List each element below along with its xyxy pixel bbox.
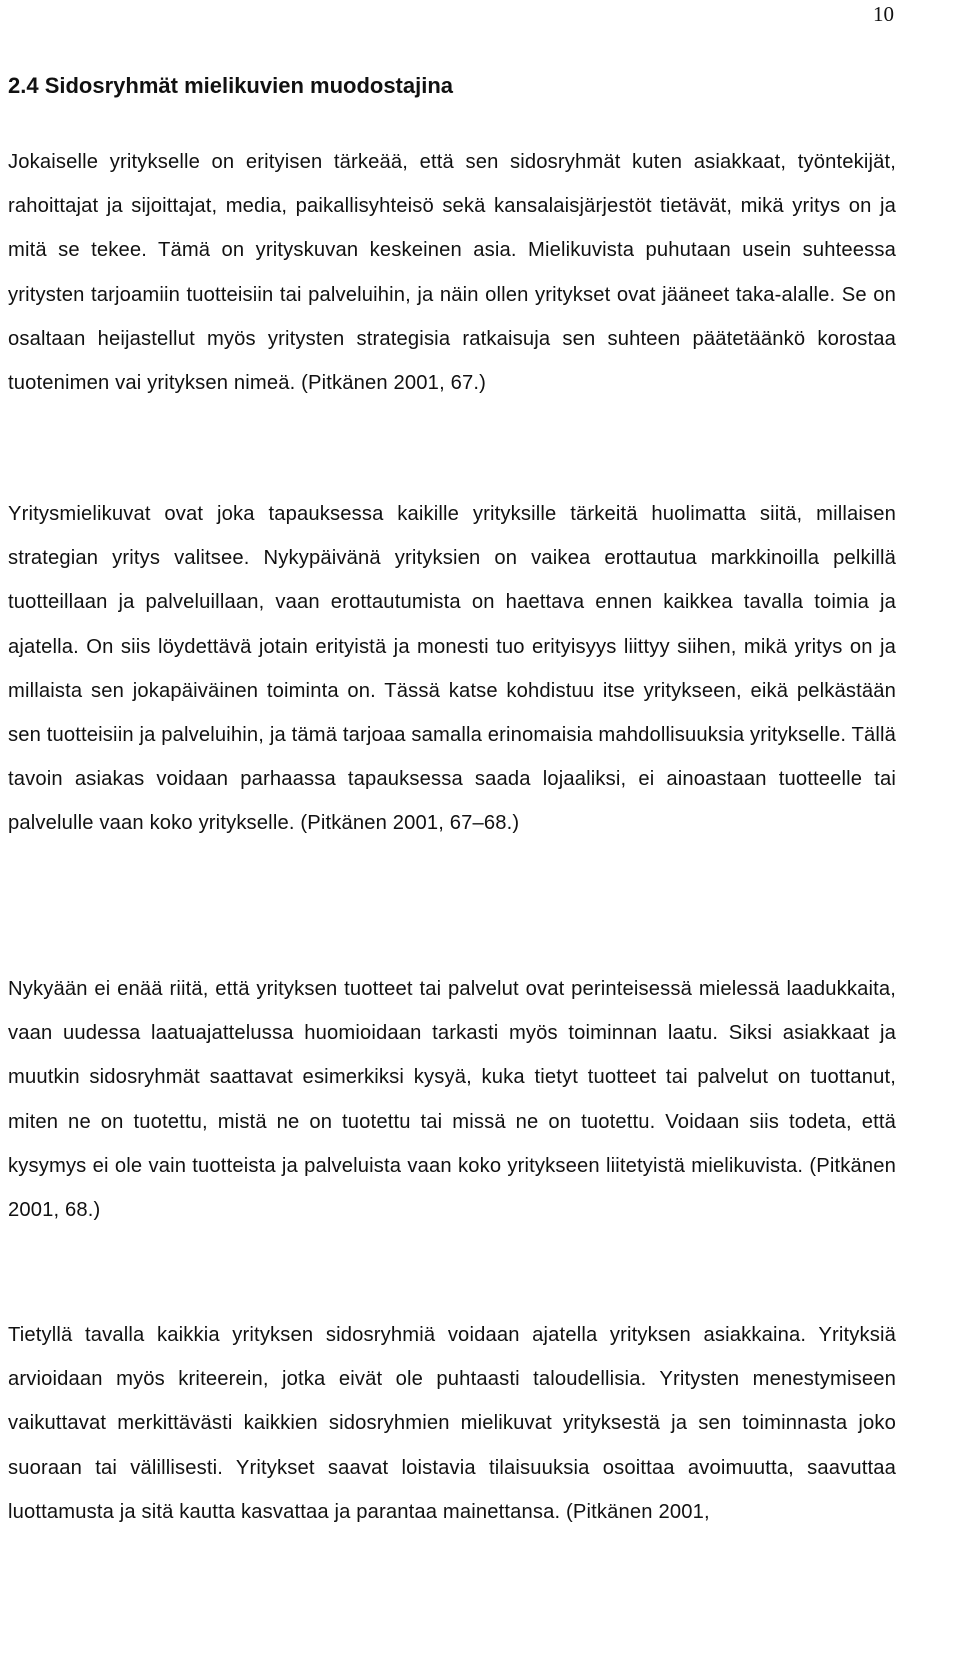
page-number: 10: [873, 2, 894, 26]
body-paragraph-3: Nykyään ei enää riitä, että yrityksen tuotteet tai palvelut ovat perinteisessä mielessä laadukkaita, vaan uudessa laatuajattelussa huomioidaan tarkasti myös toiminnan laatu. Siksi asiakkaat ja muutkin sidosryhmät saattavat esimerkiksi kysyä, kuka tietyt tuotteet tai palvelut on tuottanut, miten ne on tuotettu, mistä ne on tuotettu tai missä ne on tuotettu. Voidaan siis todeta, että kysymys ei ole vain tuotteista ja palveluista vaan koko yritykseen liitetyistä mielikuvista. (Pitkänen 2001, 68.): [8, 978, 896, 1222]
body-paragraph-1: Jokaiselle yritykselle on erityisen tärkeää, että sen sidosryhmät kuten asiakkaat, työntekijät, rahoittajat ja sijoittajat, media, paikallisyhteisö sekä kansalaisjärjestöt tietävät, mikä yritys on ja mitä se tekee. Tämä on yrityskuvan keskeinen asia. Mielikuvista puhutaan usein suhteessa yritysten tarjoamiin tuotteisiin tai palveluihin, ja näin ollen yritykset ovat jääneet taka-alalle. Se on osaltaan heijastellut myös yritysten strategisia ratkaisuja sen suhteen päätetäänkö korostaa tuotenimen vai yrityksen nimeä. (Pitkänen 2001, 67.): [8, 151, 896, 395]
section-heading: 2.4 Sidosryhmät mielikuvien muodostajina: [8, 73, 454, 98]
body-paragraph-4: Tietyllä tavalla kaikkia yrityksen sidosryhmiä voidaan ajatella yrityksen asiakkaina. Yrityksiä arvioidaan myös kriteerein, jotka eivät ole puhtaasti taloudellisia. Yritysten menestymiseen vaikuttavat merkittävästi kaikkien sidosryhmien mielikuvat yrityksestä ja sen toiminnasta joko suoraan tai välillisesti. Yritykset saavat loistavia tilaisuuksia osoittaa avoimuutta, saavuttaa luottamusta ja sitä kautta kasvattaa ja parantaa mainettansa. (Pitkänen 2001,: [8, 1324, 896, 1523]
body-paragraph-2: Yritysmielikuvat ovat joka tapauksessa kaikille yrityksille tärkeitä huolimatta siitä, millaisen strategian yritys valitsee. Nykypäivänä yrityksien on vaikea erottautua markkinoilla pelkillä tuotteillaan ja palveluillaan, vaan erottautumista on haettava ennen kaikkea tavalla toimia ja ajatella. On siis löydettävä jotain erityistä ja monesti tuo erityisyys liittyy siihen, mikä yritys on ja millaista sen jokapäiväinen toiminta on. Tässä katse kohdistuu itse yritykseen, eikä pelkästään sen tuotteisiin ja palveluihin, ja tämä tarjoaa samalla erinomaisia mahdollisuuksia yritykselle. Tällä tavoin asiakas voidaan parhaassa tapauksessa saada lojaaliksi, ei ainoastaan tuotteelle tai palvelulle vaan koko yritykselle. (Pitkänen 2001, 67–68.): [8, 503, 896, 835]
